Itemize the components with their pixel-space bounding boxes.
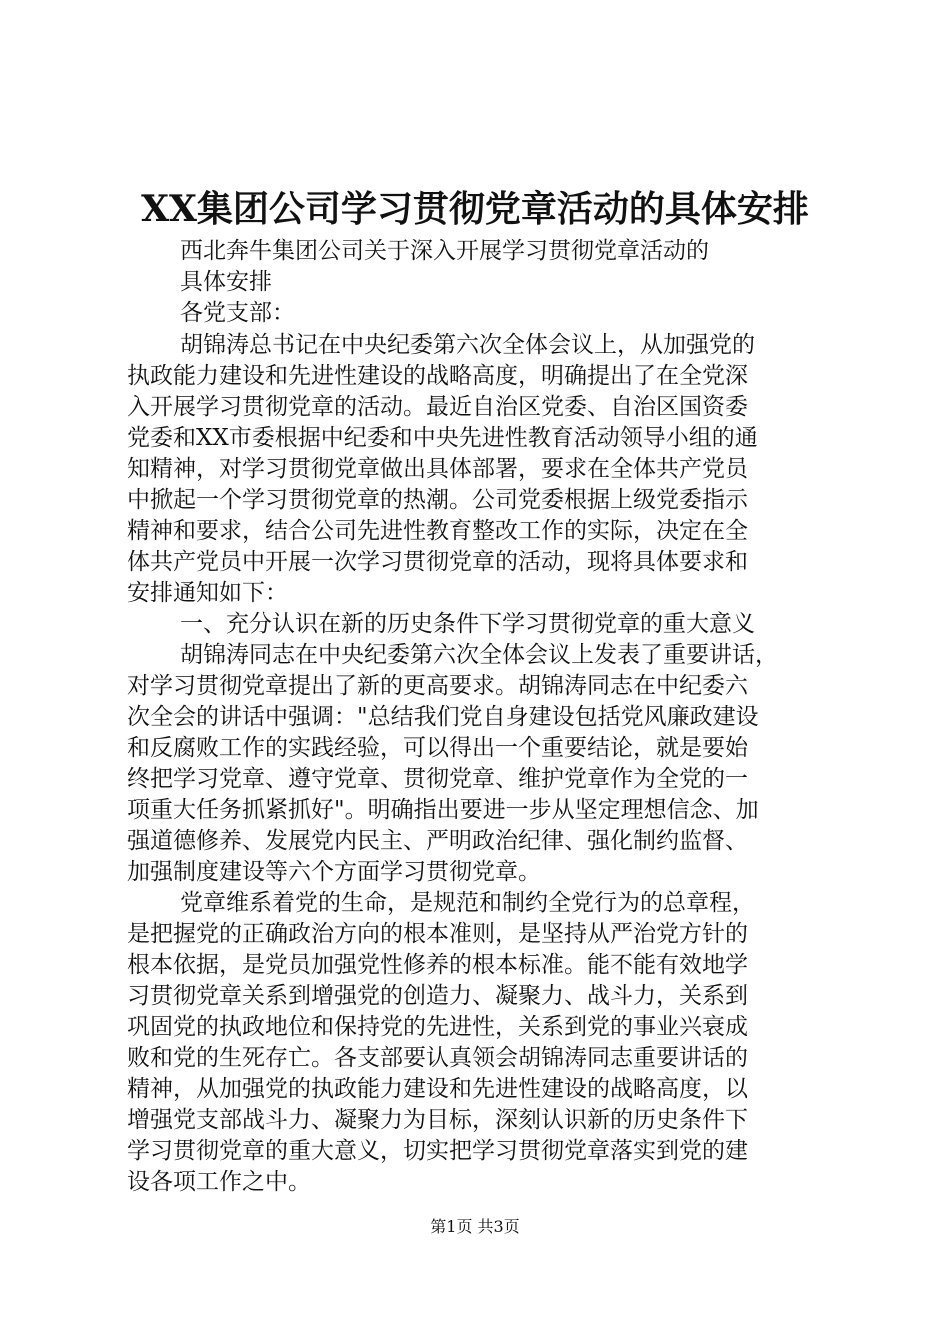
paragraph-line: 学习贯彻党章的重大意义，切实把学习贯彻党章落实到党的建: [127, 1138, 748, 1164]
paragraph-line: 胡锦涛总书记在中央纪委第六次全体会议上，从加强党的: [180, 332, 755, 358]
paragraph-line: 强道德修养、发展党内民主、严明政治纪律、强化制约监督、: [127, 828, 748, 854]
paragraph-line: 党章维系着党的生命，是规范和制约全党行为的总章程，: [180, 890, 755, 916]
paragraph-line: 入开展学习贯彻党章的活动。最近自治区党委、自治区国资委: [127, 394, 748, 420]
paragraph-line: 终把学习党章、遵守党章、贯彻党章、维护党章作为全党的一: [127, 766, 748, 792]
document-title: XX集团公司学习贯彻党章活动的具体安排: [141, 188, 809, 230]
paragraph-line: 根本依据，是党员加强党性修养的根本标准。能不能有效地学: [127, 952, 748, 978]
paragraph-line: 习贯彻党章关系到增强党的创造力、凝聚力、战斗力，关系到: [127, 983, 748, 1009]
paragraph-line: 体共产党员中开展一次学习贯彻党章的活动，现将具体要求和: [127, 549, 748, 575]
paragraph-line: 精神，从加强党的执政能力建设和先进性建设的战略高度，以: [127, 1076, 748, 1102]
paragraph-line: 安排通知如下：: [127, 580, 288, 606]
paragraph-line: 执政能力建设和先进性建设的战略高度，明确提出了在全党深: [127, 363, 748, 389]
paragraph-line: 次全会的讲话中强调："总结我们党自身建设包括党风廉政建设: [127, 704, 759, 730]
paragraph-line: 对学习贯彻党章提出了新的更高要求。胡锦涛同志在中纪委六: [127, 673, 748, 699]
paragraph-line: 败和党的生死存亡。各支部要认真领会胡锦涛同志重要讲话的: [127, 1045, 748, 1071]
salutation: 各党支部：: [180, 300, 295, 326]
paragraph-line: 精神和要求，结合公司先进性教育整改工作的实际，决定在全: [127, 518, 748, 544]
subtitle-line-1: 西北奔牛集团公司关于深入开展学习贯彻党章活动的: [180, 238, 709, 264]
paragraph-line: 项重大任务抓紧抓好"。明确指出要进一步从坚定理想信念、加: [127, 797, 759, 823]
paragraph-line: 巩固党的执政地位和保持党的先进性，关系到党的事业兴衰成: [127, 1014, 748, 1040]
paragraph-line: 胡锦涛同志在中央纪委第六次全体会议上发表了重要讲话，: [180, 642, 778, 668]
paragraph-line: 中掀起一个学习贯彻党章的热潮。公司党委根据上级党委指示: [127, 487, 748, 513]
paragraph-line: 加强制度建设等六个方面学习贯彻党章。: [127, 859, 541, 885]
paragraph-line: 党委和XX市委根据中纪委和中央先进性教育活动领导小组的通: [127, 425, 758, 451]
paragraph-line: 和反腐败工作的实践经验，可以得出一个重要结论，就是要始: [127, 735, 748, 761]
subtitle-line-2: 具体安排: [180, 269, 272, 295]
paragraph-line: 设各项工作之中。: [127, 1169, 311, 1195]
section-heading: 一、充分认识在新的历史条件下学习贯彻党章的重大意义: [180, 611, 755, 637]
paragraph-line: 增强党支部战斗力、凝聚力为目标，深刻认识新的历史条件下: [127, 1107, 748, 1133]
paragraph-line: 是把握党的正确政治方向的根本准则，是坚持从严治党方针的: [127, 921, 748, 947]
page-number-footer: 第1页 共3页: [430, 1217, 520, 1236]
paragraph-line: 知精神，对学习贯彻党章做出具体部署，要求在全体共产党员: [127, 456, 748, 482]
